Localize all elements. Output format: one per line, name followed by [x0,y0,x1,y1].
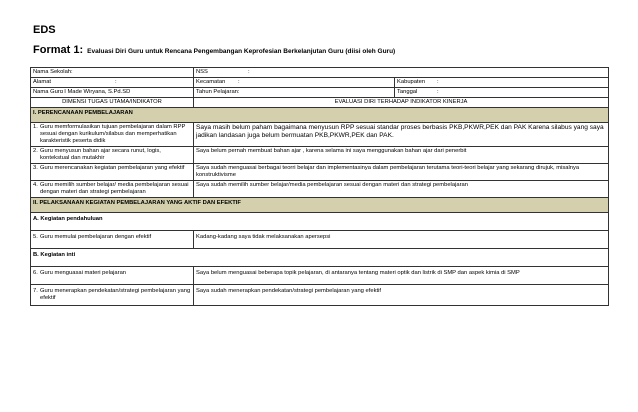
row-number: 7. [33,288,38,294]
address-field [31,78,194,88]
indicator-cell [31,285,194,306]
table-row [31,267,609,285]
subsection-a-header [31,213,609,231]
date-label: Tanggal [397,89,418,95]
indicator-text: Guru menerapkan pendekatan/strategi pembelajaran yang efektif [40,288,191,301]
section-2-title: II. PELAKSANAAN KEGIATAN PEMBELAJARAN YANG AKTIF DAN EFEKTIF [31,198,609,213]
teacher-name-field [31,88,194,98]
indicator-cell [31,267,194,285]
indicator-text: Guru memilih sumber belajar/ media pembelajaran sesuai dengan materi dan strategi pembelajaran [40,182,189,195]
teacher-name-label: Nama Guru [33,89,63,95]
info-row-teacher [31,88,609,98]
document-title: EDS [33,24,56,36]
format-heading [33,40,395,58]
header-evaluation: EVALUASI DIRI TERHADAP INDIKATOR KINERJA [194,98,609,108]
row-number: 1. [33,124,38,130]
evaluation-text: Saya belum menguasai beberapa topik pelajaran, di antaranya tentang materi optik dan listrik di SMP dan aspek kimia di SMP [194,267,609,285]
district-field [194,78,395,88]
academic-year-label: Tahun Pelajaran: [194,88,395,98]
evaluation-text: Saya belum pernah membuat bahan ajar , karena selama ini saya menggunakan bahan ajar dari penerbit [194,147,609,164]
regency-colon: : [437,79,439,85]
table-row [31,181,609,198]
indicator-text: Guru menguasai materi pelajaran [40,270,127,276]
regency-field [395,78,609,88]
nss-colon: : [248,69,250,75]
teacher-name-value: : I Made Wiryana, S.Pd.SD [61,89,131,95]
date-colon: : [437,89,439,95]
address-label: Alamat [33,79,52,85]
section-1-header [31,108,609,123]
info-row-address [31,78,609,88]
row-number: 2. [33,148,38,154]
section-2-header [31,198,609,213]
table-row [31,164,609,181]
header-indicator: DIMENSI TUGAS UTAMA/INDIKATOR [31,98,194,108]
evaluation-text: Saya sudah menguasai berbagai teorri belajar dan implementasinya dalam pembelajaran terutama teori-teori belajar yang sekarang dirujuk, misalnya konstruktivisme [194,164,609,181]
info-row-school [31,68,609,78]
table-row [31,285,609,306]
indicator-cell [31,147,194,164]
indicator-cell [31,164,194,181]
evaluation-text: Saya sudah memilih sumber belajar/media pembelajaran sesuai dengan materi dan strategi pembelajaran [194,181,609,198]
indicator-text: Guru memulai pembelajaran dengan efektif [40,234,152,240]
indicator-cell [31,181,194,198]
table-row [31,231,609,249]
subsection-a-title: A. Kegiatan pendahuluan [31,213,609,231]
format-label: Format 1: [33,44,84,56]
subsection-b-header [31,249,609,267]
table-row [31,147,609,164]
table-row [31,123,609,147]
format-description: Evaluasi Diri Guru untuk Rencana Pengembangan Keprofesian Berkelanjutan Guru (diisi oleh Guru) [87,48,396,55]
nss-label: NSS [196,69,208,75]
district-colon: : [238,79,240,85]
indicator-cell [31,231,194,249]
indicator-text: Guru menyusun bahan ajar secara runut, logis, kontekstual dan mutakhir [40,148,161,161]
section-1-title: I. PERENCANAAN PEMBELAJARAN [31,108,609,123]
nss-field [194,68,609,78]
evaluation-table [30,67,609,306]
indicator-text: Guru memformulasikan tujuan pembelajaran dalam RPP sesuai dengan kurikulum/silabus dan memperhatikan karakteristik peserta didik [40,124,186,144]
regency-label: Kabupaten [397,79,426,85]
district-label: Kecamatan [196,79,226,85]
column-header-row [31,98,609,108]
row-number: 3. [33,165,38,171]
evaluation-text: Saya masih belum paham bagaimana menyusun RPP sesuai standar proses berbasis PKB,PKWR,PEK dan PAK Karena silabus yang saya jadikan landasan juga belum bermuatan PKB,PKWR,PEK dan PAK. [194,123,609,147]
indicator-text: Guru merencanakan kegiatan pembelajaran yang efektif [40,165,185,171]
row-number: 4. [33,182,38,188]
school-name-label: Nama Sekolah: [31,68,194,78]
subsection-b-title: B. Kegiatan inti [31,249,609,267]
date-field [395,88,609,98]
row-number: 6. [33,270,38,276]
evaluation-text: Kadang-kadang saya tidak melaksanakan apersepsi [194,231,609,249]
address-colon: : [115,79,117,85]
row-number: 5. [33,234,38,240]
evaluation-text: Saya sudah menerapkan pendekatan/strategi pembelajaran yang efektif [194,285,609,306]
indicator-cell [31,123,194,147]
